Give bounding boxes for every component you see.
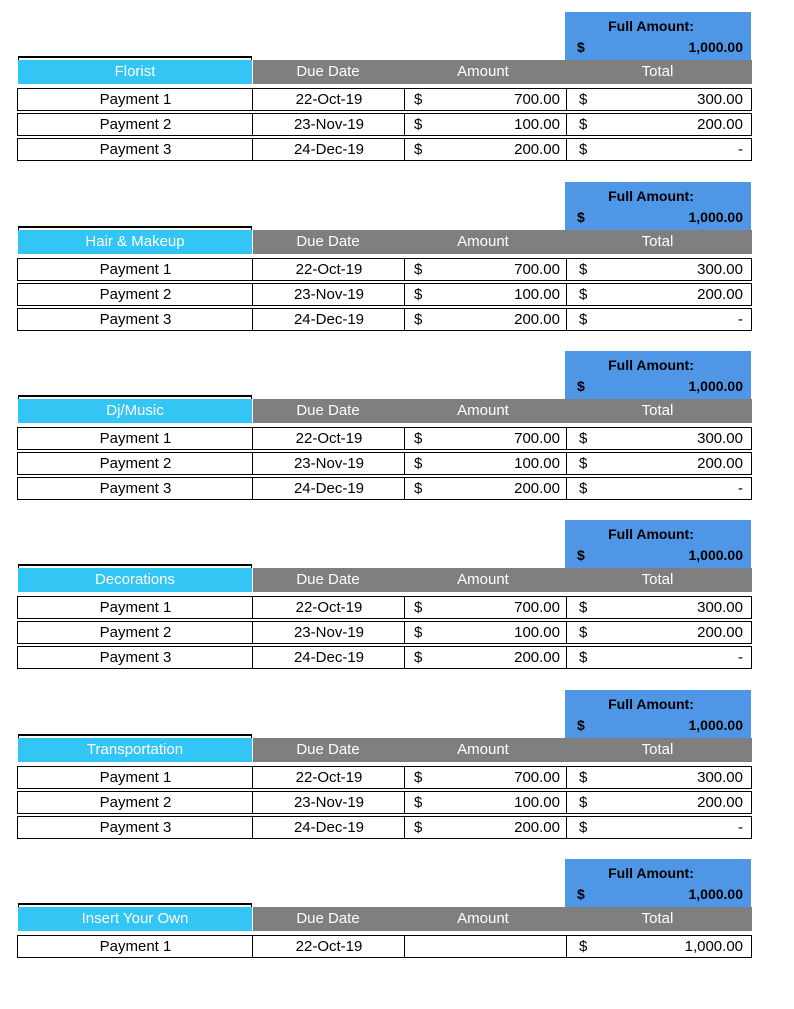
cell-divider [566,259,567,280]
cell-divider [252,139,253,160]
cell-divider [252,478,253,499]
full-amount-label: Full Amount: [608,865,694,881]
due-date-header: Due Date [253,738,403,762]
amount-cell[interactable]: 100.00 [514,286,560,303]
total-header: Total [563,907,752,931]
table-row [17,596,752,619]
total-header: Total [563,568,752,592]
currency-symbol: $ [414,599,423,616]
full-amount-value[interactable]: 1,000.00 [688,209,743,225]
full-amount-value[interactable]: 1,000.00 [688,886,743,902]
cell-divider [404,647,405,668]
payment-name[interactable]: Payment 1 [99,938,172,955]
due-date-cell[interactable]: 23-Nov-19 [293,286,365,303]
table-row [17,766,752,789]
cell-divider [252,284,253,305]
category-header[interactable]: Dj/Music [18,399,252,423]
due-date-cell[interactable]: 22-Oct-19 [295,430,363,447]
total-header: Total [563,738,752,762]
full-amount-box [565,520,751,568]
vendor-section [17,182,752,332]
full-amount-label: Full Amount: [608,188,694,204]
total-cell[interactable]: - [738,819,743,836]
cell-divider [566,453,567,474]
payment-name[interactable]: Payment 3 [99,311,172,328]
currency-symbol: $ [577,378,585,394]
table-header [17,907,752,931]
amount-cell[interactable]: 200.00 [514,141,560,158]
category-header[interactable]: Florist [18,60,252,84]
currency-symbol: $ [414,455,423,472]
cell-divider [252,767,253,788]
due-date-header: Due Date [253,907,403,931]
vendor-section [17,520,752,670]
payment-name[interactable]: Payment 1 [99,261,172,278]
table-row [17,816,752,839]
currency-symbol: $ [579,480,588,497]
currency-symbol: $ [414,769,423,786]
full-amount-value[interactable]: 1,000.00 [688,378,743,394]
currency-symbol: $ [414,91,423,108]
payment-name[interactable]: Payment 2 [99,455,172,472]
full-amount-value[interactable]: 1,000.00 [688,547,743,563]
payment-name[interactable]: Payment 1 [99,769,172,786]
full-amount-label: Full Amount: [608,18,694,34]
cell-divider [566,647,567,668]
total-header: Total [563,230,752,254]
due-date-cell[interactable]: 24-Dec-19 [293,649,365,666]
currency-symbol: $ [577,717,585,733]
amount-cell[interactable]: 200.00 [514,649,560,666]
currency-symbol: $ [579,311,588,328]
currency-symbol: $ [579,91,588,108]
table-row [17,308,752,331]
currency-symbol: $ [414,430,423,447]
due-date-cell[interactable]: 22-Oct-19 [295,769,363,786]
full-amount-value[interactable]: 1,000.00 [688,39,743,55]
currency-symbol: $ [579,261,588,278]
cell-divider [566,792,567,813]
amount-cell[interactable]: 100.00 [514,455,560,472]
amount-header: Amount [403,230,563,254]
currency-symbol: $ [414,141,423,158]
cell-divider [566,622,567,643]
cell-divider [404,453,405,474]
table-row [17,791,752,814]
cell-divider [404,89,405,110]
category-header[interactable]: Decorations [18,568,252,592]
payment-name[interactable]: Payment 3 [99,141,172,158]
amount-cell[interactable]: 200.00 [514,480,560,497]
currency-symbol: $ [579,938,588,955]
table-row [17,138,752,161]
currency-symbol: $ [414,116,423,133]
cell-divider [252,114,253,135]
currency-symbol: $ [577,886,585,902]
total-cell[interactable]: 300.00 [697,769,743,786]
cell-divider [404,597,405,618]
payment-name[interactable]: Payment 3 [99,819,172,836]
table-header [17,60,752,84]
full-amount-box [565,12,751,60]
currency-symbol: $ [414,286,423,303]
due-date-cell[interactable]: 22-Oct-19 [295,261,363,278]
due-date-header: Due Date [253,230,403,254]
currency-symbol: $ [414,261,423,278]
cell-divider [252,259,253,280]
currency-symbol: $ [577,547,585,563]
currency-symbol: $ [414,311,423,328]
table-row [17,621,752,644]
total-cell[interactable]: 300.00 [697,599,743,616]
amount-cell[interactable]: 100.00 [514,794,560,811]
table-row [17,113,752,136]
cell-divider [566,284,567,305]
full-amount-label: Full Amount: [608,526,694,542]
cell-divider [252,817,253,838]
table-row [17,258,752,281]
full-amount-label: Full Amount: [608,357,694,373]
amount-cell[interactable]: 700.00 [514,599,560,616]
amount-cell[interactable] [418,936,560,957]
currency-symbol: $ [579,286,588,303]
cell-divider [566,139,567,160]
payment-name[interactable]: Payment 1 [99,430,172,447]
full-amount-box [565,690,751,738]
table-row [17,88,752,111]
cell-divider [252,597,253,618]
table-row [17,427,752,450]
cell-divider [404,309,405,330]
table-row [17,646,752,669]
full-amount-box [565,182,751,230]
total-cell[interactable]: 200.00 [697,116,743,133]
due-date-cell[interactable]: 22-Oct-19 [295,938,363,955]
amount-cell[interactable]: 200.00 [514,311,560,328]
category-header[interactable]: Hair & Makeup [18,230,252,254]
cell-divider [252,792,253,813]
cell-divider [252,309,253,330]
amount-cell[interactable]: 100.00 [514,624,560,641]
amount-header: Amount [403,568,563,592]
cell-divider [566,114,567,135]
cell-divider [252,453,253,474]
total-cell[interactable]: 300.00 [697,430,743,447]
total-cell[interactable]: 300.00 [697,261,743,278]
currency-symbol: $ [579,649,588,666]
currency-symbol: $ [414,794,423,811]
total-cell[interactable]: - [738,311,743,328]
cell-divider [404,936,405,957]
amount-cell[interactable]: 700.00 [514,91,560,108]
total-cell[interactable]: 300.00 [697,91,743,108]
cell-divider [252,622,253,643]
category-header[interactable]: Insert Your Own [18,907,252,931]
due-date-cell[interactable]: 22-Oct-19 [295,91,363,108]
table-header [17,738,752,762]
cell-divider [404,478,405,499]
table-header [17,568,752,592]
currency-symbol: $ [579,769,588,786]
amount-header: Amount [403,907,563,931]
currency-symbol: $ [577,39,585,55]
full-amount-box [565,351,751,399]
currency-symbol: $ [414,624,423,641]
cell-divider [252,647,253,668]
due-date-cell[interactable]: 22-Oct-19 [295,599,363,616]
currency-symbol: $ [579,116,588,133]
payment-name[interactable]: Payment 3 [99,480,172,497]
vendor-section [17,690,752,840]
due-date-cell[interactable]: 23-Nov-19 [293,455,365,472]
cell-divider [404,428,405,449]
due-date-cell[interactable]: 24-Dec-19 [293,819,365,836]
cell-divider [404,284,405,305]
full-amount-value[interactable]: 1,000.00 [688,717,743,733]
total-cell[interactable]: 200.00 [697,286,743,303]
total-cell[interactable]: 200.00 [697,624,743,641]
vendor-section [17,12,752,162]
total-cell[interactable]: - [738,480,743,497]
cell-divider [252,89,253,110]
payment-name[interactable]: Payment 2 [99,286,172,303]
amount-cell[interactable]: 700.00 [514,430,560,447]
amount-header: Amount [403,399,563,423]
payment-name[interactable]: Payment 1 [99,599,172,616]
currency-symbol: $ [579,624,588,641]
total-header: Total [563,399,752,423]
cell-divider [404,114,405,135]
amount-cell[interactable]: 100.00 [514,116,560,133]
category-header[interactable]: Transportation [18,738,252,762]
currency-symbol: $ [579,430,588,447]
due-date-header: Due Date [253,60,403,84]
cell-divider [566,936,567,957]
currency-symbol: $ [579,599,588,616]
cell-divider [566,89,567,110]
currency-symbol: $ [579,794,588,811]
due-date-header: Due Date [253,399,403,423]
cell-divider [404,792,405,813]
cell-divider [404,767,405,788]
due-date-cell[interactable]: 23-Nov-19 [293,794,365,811]
currency-symbol: $ [414,649,423,666]
payment-name[interactable]: Payment 2 [99,794,172,811]
cell-divider [252,428,253,449]
table-row [17,283,752,306]
due-date-cell[interactable]: 23-Nov-19 [293,624,365,641]
cell-divider [404,817,405,838]
currency-symbol: $ [414,480,423,497]
due-date-cell[interactable]: 24-Dec-19 [293,311,365,328]
payment-name[interactable]: Payment 2 [99,624,172,641]
amount-cell[interactable]: 200.00 [514,819,560,836]
full-amount-box [565,859,751,907]
total-cell[interactable]: - [738,141,743,158]
amount-cell[interactable]: 700.00 [514,769,560,786]
currency-symbol: $ [414,819,423,836]
currency-symbol: $ [579,141,588,158]
table-row [17,452,752,475]
currency-symbol: $ [577,209,585,225]
total-cell[interactable]: 200.00 [697,455,743,472]
table-header [17,399,752,423]
total-cell[interactable]: 1,000.00 [684,938,743,955]
vendor-section [17,351,752,501]
due-date-cell[interactable]: 24-Dec-19 [293,141,365,158]
vendor-section [17,859,752,1009]
cell-divider [566,597,567,618]
total-header: Total [563,60,752,84]
cell-divider [566,767,567,788]
table-row [17,477,752,500]
payment-name[interactable]: Payment 3 [99,649,172,666]
table-header [17,230,752,254]
table-row [17,935,752,958]
cell-divider [566,309,567,330]
cell-divider [404,139,405,160]
amount-cell[interactable]: 700.00 [514,261,560,278]
total-cell[interactable]: 200.00 [697,794,743,811]
cell-divider [566,428,567,449]
cell-divider [404,622,405,643]
currency-symbol: $ [579,455,588,472]
cell-divider [566,478,567,499]
due-date-cell[interactable]: 23-Nov-19 [293,116,365,133]
full-amount-label: Full Amount: [608,696,694,712]
amount-header: Amount [403,738,563,762]
cell-divider [404,259,405,280]
currency-symbol: $ [579,819,588,836]
payment-name[interactable]: Payment 2 [99,116,172,133]
amount-header: Amount [403,60,563,84]
cell-divider [252,936,253,957]
payment-name[interactable]: Payment 1 [99,91,172,108]
due-date-cell[interactable]: 24-Dec-19 [293,480,365,497]
cell-divider [566,817,567,838]
total-cell[interactable]: - [738,649,743,666]
due-date-header: Due Date [253,568,403,592]
